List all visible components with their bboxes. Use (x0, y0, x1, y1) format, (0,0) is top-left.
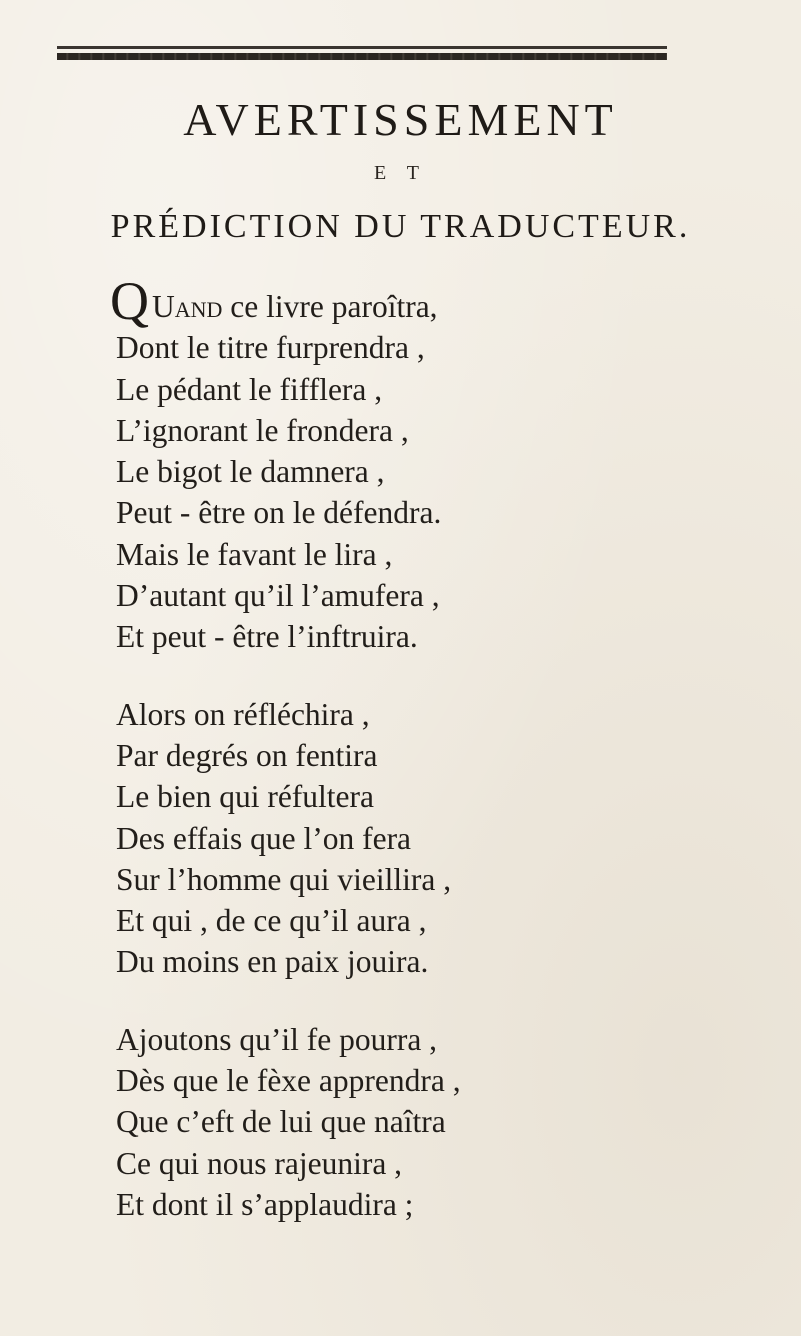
poem-line: Et peut - être l’inftruira. (116, 619, 418, 655)
poem-line: Mais le favant le lira , (116, 536, 393, 572)
poem-line: Dont le titre furprendra , (116, 330, 425, 366)
poem-line: Le bien qui réfultera (116, 779, 374, 815)
title-conjunction: E T (373, 162, 428, 184)
poem-line: Peut - être on le défendra. (116, 495, 442, 531)
poem-line: Du moins en paix jouira. (116, 944, 429, 980)
stanza-2 (116, 694, 716, 983)
poem-line: Et dont il s’applaudira ; (116, 1186, 414, 1222)
stanza-3 (116, 1019, 716, 1225)
page-title: AVERTISSEMENT (183, 94, 618, 145)
poem-line: L’ignorant le frondera , (116, 412, 409, 448)
poem (110, 271, 716, 1225)
poem-line: Et qui , de ce qu’il aura , (116, 903, 427, 939)
poem-line: Ce qui nous rajeunira , (116, 1145, 403, 1181)
poem-line: Que c’eft de lui que naîtra (116, 1104, 446, 1140)
poem-line: Le pédant le fifflera , (116, 371, 383, 407)
first-line-rest: ce livre paroîtra, (222, 289, 438, 324)
poem-line: D’autant qu’il l’amufera , (116, 578, 440, 614)
poem-line: Alors on réfléchira , (116, 696, 370, 732)
drop-cap: Q (110, 271, 149, 331)
poem-line: Sur l’homme qui vieillira , (116, 861, 452, 897)
poem-line: Dès que le fèxe apprendra , (116, 1063, 461, 1099)
poem-line: Par degrés on fentira (116, 737, 378, 773)
poem-line: Le bigot le damnera , (116, 454, 385, 490)
poem-line-first (110, 271, 716, 331)
poem-line: Des effais que l’on fera (116, 820, 412, 856)
stanza-1 (110, 271, 716, 658)
poem-line: Ajoutons qu’il fe pourra , (116, 1021, 438, 1057)
page-subtitle: PRÉDICTION DU TRADUCTEUR. (110, 208, 691, 245)
small-caps-word: Uand (152, 289, 223, 324)
header-rule-ornament (57, 53, 667, 60)
header-rule-thin (57, 46, 667, 49)
